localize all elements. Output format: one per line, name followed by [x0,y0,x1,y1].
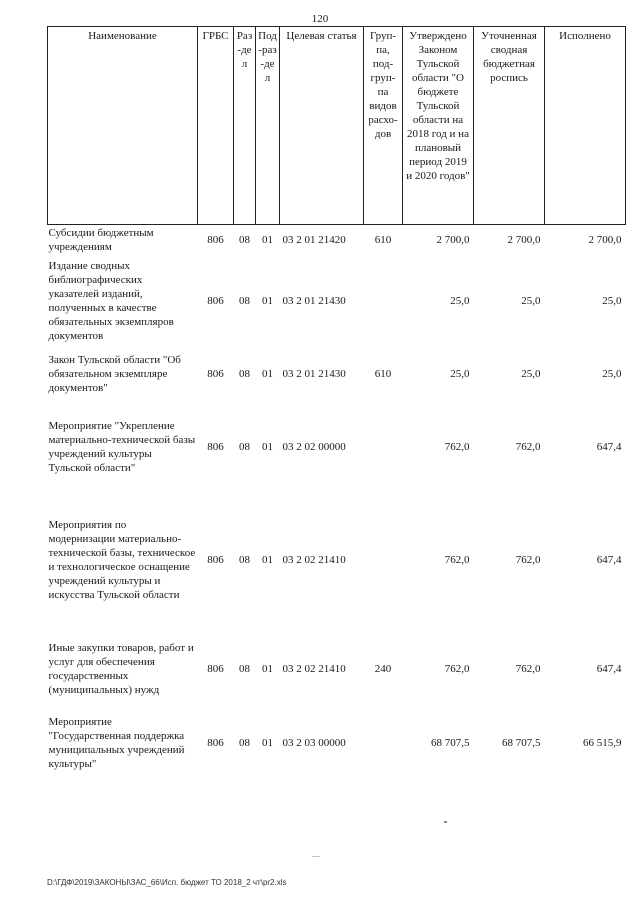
row-executed: 2 700,0 [588,233,622,246]
scan-speck [312,856,320,857]
row-name: Мероприятие "Укрепление материально-технической базы учреждений культуры Тульской области" [48,419,196,474]
row-refined: 68 707,5 [502,736,541,749]
row-name: Издание сводных библиографических указателей изданий, полученных в качестве обязательных экземпляров документов [48,260,174,342]
row-executed: 647,4 [596,553,622,566]
row-refined: 762,0 [515,662,541,675]
row-section: 08 [239,736,250,749]
row-subsection: 01 [262,553,273,566]
row-refined: 762,0 [515,553,541,566]
row-refined: 762,0 [515,440,541,453]
row-target: 03 2 02 21410 [282,553,346,566]
row-name: Субсидии бюджетным учреждениям [48,226,154,253]
row-grbs: 806 [207,295,224,307]
row-group: 610 [374,233,392,246]
row-grbs: 806 [207,736,224,749]
table-row [48,400,626,494]
file-path-footer: D:\ГДФ\2019\ЗАКОНЫ\ЗАС_66\Исп. бюджет ТО 2018_2 чт\pr2.xls [47,878,287,887]
row-approved: 762,0 [444,440,470,453]
col-header-section: Раз-дел [234,27,256,225]
row-section: 08 [239,295,250,307]
row-name: Мероприятия по модернизации материально-технической базы, техническое и технологическое оснащение учреждений культуры и искусства Тульской области [48,518,196,601]
row-section: 08 [239,440,250,453]
col-header-approved: Утверждено Законом Тульской области "О бюджете Тульской области на 2018 год и на плановый период 2019 и 2020 годов" [403,27,474,225]
row-group [364,712,403,774]
row-executed: 647,4 [596,662,622,675]
row-group [364,494,403,626]
row-subsection: 01 [262,736,273,749]
row-refined: 25,0 [521,295,541,307]
row-approved: 762,0 [444,662,470,675]
row-target: 03 2 01 21420 [282,233,346,246]
row-subsection: 01 [262,440,273,453]
row-section: 08 [239,367,250,380]
row-target: 03 2 03 00000 [282,736,346,749]
row-approved: 68 707,5 [431,736,470,749]
row-group [364,400,403,494]
row-subsection: 01 [262,662,273,675]
row-executed: 66 515,9 [583,736,622,749]
row-section: 08 [239,233,250,246]
col-header-group: Груп-па, под-груп-па видов расхо-дов [364,27,403,225]
row-name: Закон Тульской области "Об обязательном экземпляре документов" [48,353,181,394]
row-approved: 25,0 [450,367,470,380]
table-row [48,626,626,712]
row-approved: 2 700,0 [436,233,470,246]
row-name: Мероприятие "Государственная поддержка муниципальных учреждений культуры" [48,715,185,770]
row-target: 03 2 01 21430 [282,367,346,380]
row-grbs: 806 [207,367,224,380]
row-grbs: 806 [207,440,224,453]
row-refined: 2 700,0 [507,233,541,246]
row-name: Иные закупки товаров, работ и услуг для обеспечения государственных (муниципальных) нужд [48,641,194,696]
scan-speck [444,821,447,823]
col-header-target: Целевая статья [280,27,364,225]
col-header-refined: Уточненная сводная бюджетная роспись [474,27,545,225]
page-number: 120 [311,13,329,25]
row-grbs: 806 [207,553,224,566]
row-target: 03 2 01 21430 [282,295,346,307]
col-header-name: Наименование [48,27,198,225]
col-header-subsection: Под-раз-дел [256,27,280,225]
row-group: 240 [374,662,392,675]
row-executed: 647,4 [596,440,622,453]
row-group [364,255,403,348]
row-grbs: 806 [207,233,224,246]
table-row [48,348,626,400]
row-executed: 25,0 [602,295,622,307]
row-group: 610 [374,367,392,380]
row-grbs: 806 [207,662,224,675]
table-row [48,494,626,626]
row-subsection: 01 [262,233,273,246]
col-header-grbs: ГРБС [198,27,234,225]
row-section: 08 [239,553,250,566]
col-header-executed: Исполнено [545,27,626,225]
row-section: 08 [239,662,250,675]
table-row [48,255,626,348]
row-refined: 25,0 [521,367,541,380]
row-subsection: 01 [262,367,273,380]
row-approved: 25,0 [450,295,470,307]
budget-table [47,26,626,774]
row-target: 03 2 02 00000 [282,440,346,453]
table-row [48,225,626,255]
row-approved: 762,0 [444,553,470,566]
row-executed: 25,0 [602,367,622,380]
row-target: 03 2 02 21410 [282,662,346,675]
table-row [48,712,626,774]
row-subsection: 01 [262,295,273,307]
table-header-row [48,27,626,225]
